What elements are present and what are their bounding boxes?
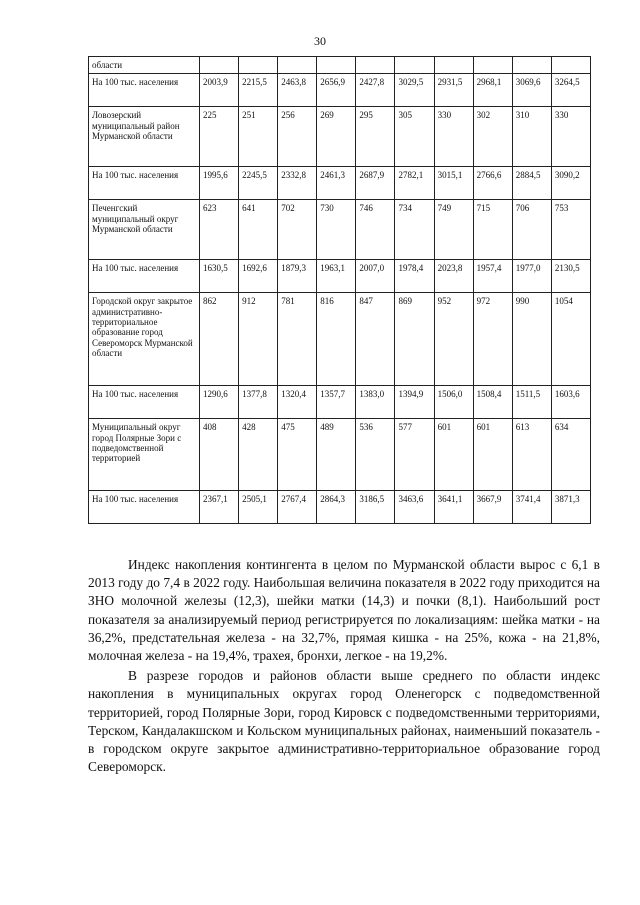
table-cell [473,57,512,74]
table-cell: 601 [473,419,512,491]
table-cell: 869 [395,293,434,386]
table-cell: 634 [551,419,590,491]
table-cell [239,57,278,74]
table-cell [512,57,551,74]
table-cell: 847 [356,293,395,386]
table-cell: 3069,6 [512,74,551,107]
table-cell: 330 [551,107,590,167]
table-row [89,419,591,491]
table-cell [395,57,434,74]
paragraph-accumulation-index: Индекс накопления контингента в целом по Мурманской области вырос с 6,1 в 2013 году до 7,4 в 2022 году. Наибольшая величина показателя в 2022 году приходится на ЗНО молочной железы (12,3), шейки матки (14,3) и почки (8,1). Наибольший рост показателя за анализируемый период регистрируется по локализациям: шейка матки - на 36,2%, предстательная железа - на 32,7%, прямая кишка - на 25%, кожа - на 21,8%, молочная железа - на 19,4%, трахея, бронхи, легкое - на 19,2%. [88,557,600,664]
table-cell: 2782,1 [395,167,434,200]
table-cell: 2023,8 [434,260,473,293]
table-cell: 1630,5 [200,260,239,293]
table-row [89,293,591,386]
table-row [89,107,591,167]
table-cell [434,57,473,74]
table-cell: 749 [434,200,473,260]
table-cell: 269 [317,107,356,167]
table-cell: 251 [239,107,278,167]
table-cell: 1383,0 [356,386,395,419]
row-label: На 100 тыс. населения [89,167,200,200]
body-text [88,556,600,776]
table-cell: 256 [278,107,317,167]
table-cell: 613 [512,419,551,491]
table-cell: 3015,1 [434,167,473,200]
table-cell: 601 [434,419,473,491]
table-cell: 2687,9 [356,167,395,200]
table-cell: 912 [239,293,278,386]
table-row [89,74,591,107]
table-cell: 1879,3 [278,260,317,293]
row-label: Муниципальный округ город Полярные Зори с подведомственной территорией [89,419,200,491]
table-row [89,200,591,260]
table-cell: 3029,5 [395,74,434,107]
table-cell: 2427,8 [356,74,395,107]
table-cell: 816 [317,293,356,386]
table-cell: 2766,6 [473,167,512,200]
table-cell: 3463,6 [395,491,434,524]
table-cell: 2656,9 [317,74,356,107]
table-cell: 3641,1 [434,491,473,524]
table-cell: 3090,2 [551,167,590,200]
table-cell: 1054 [551,293,590,386]
table-cell: 1603,6 [551,386,590,419]
row-label: Городской округ закрытое административно-территориальное образование город Североморск Мурманской области [89,293,200,386]
table-cell [200,57,239,74]
table-cell: 2931,5 [434,74,473,107]
table-cell: 990 [512,293,551,386]
table-row [89,57,591,74]
table-cell: 1957,4 [473,260,512,293]
table-cell: 2505,1 [239,491,278,524]
table-cell: 746 [356,200,395,260]
table-cell: 706 [512,200,551,260]
table-cell: 310 [512,107,551,167]
table-cell: 1692,6 [239,260,278,293]
table-cell: 2007,0 [356,260,395,293]
statistics-table-body [89,57,591,524]
table-cell: 2003,9 [200,74,239,107]
row-label: Печенгский муниципальный округ Мурманской области [89,200,200,260]
table-cell: 1508,4 [473,386,512,419]
table-cell: 3741,4 [512,491,551,524]
table-cell: 623 [200,200,239,260]
table-cell: 1963,1 [317,260,356,293]
table-cell: 330 [434,107,473,167]
table-cell: 2332,8 [278,167,317,200]
page-number: 30 [314,34,326,48]
table-cell: 972 [473,293,512,386]
table-cell: 489 [317,419,356,491]
table-cell: 3667,9 [473,491,512,524]
table-row [89,167,591,200]
table-row [89,386,591,419]
table-cell: 1290,6 [200,386,239,419]
table-cell: 1320,4 [278,386,317,419]
table-cell: 952 [434,293,473,386]
table-cell: 2461,3 [317,167,356,200]
table-cell: 408 [200,419,239,491]
table-cell [356,57,395,74]
table-cell: 1357,7 [317,386,356,419]
row-label: На 100 тыс. населения [89,491,200,524]
table-cell: 2884,5 [512,167,551,200]
row-label: области [89,57,200,74]
table-cell: 1377,8 [239,386,278,419]
table-cell: 1506,0 [434,386,473,419]
table-cell [278,57,317,74]
table-cell: 1978,4 [395,260,434,293]
table-cell: 475 [278,419,317,491]
paragraph-regional-breakdown: В разрезе городов и районов области выше среднего по области индекс накопления в муниципальных округах город Оленегорск с подведомственной территорией, город Полярные Зори, город Кировск с подведомственными территориями, Терском, Кандалакшском и Кольском муниципальных районах, наименьший показатель - в городском округе закрытое административно-территориальное образование город Североморск. [88,668,600,775]
table-cell: 2767,4 [278,491,317,524]
table-cell: 305 [395,107,434,167]
table-cell: 1995,6 [200,167,239,200]
table-row [89,491,591,524]
table-cell: 2245,5 [239,167,278,200]
table-cell: 2463,8 [278,74,317,107]
table-cell: 702 [278,200,317,260]
table-cell: 225 [200,107,239,167]
table-cell: 428 [239,419,278,491]
table-cell: 641 [239,200,278,260]
row-label: Ловозерский муниципальный район Мурманской области [89,107,200,167]
table-cell: 536 [356,419,395,491]
row-label: На 100 тыс. населения [89,386,200,419]
table-cell: 2968,1 [473,74,512,107]
table-cell: 3871,3 [551,491,590,524]
table-cell [317,57,356,74]
table-cell: 715 [473,200,512,260]
table-cell: 753 [551,200,590,260]
table-cell: 3186,5 [356,491,395,524]
table-cell: 730 [317,200,356,260]
table-cell: 1511,5 [512,386,551,419]
table-cell [551,57,590,74]
table-cell: 2130,5 [551,260,590,293]
table-cell: 295 [356,107,395,167]
statistics-table [88,56,591,524]
row-label: На 100 тыс. населения [89,74,200,107]
table-cell: 2864,3 [317,491,356,524]
table-cell: 862 [200,293,239,386]
row-label: На 100 тыс. населения [89,260,200,293]
table-row [89,260,591,293]
table-cell: 1394,9 [395,386,434,419]
table-cell: 302 [473,107,512,167]
table-cell: 781 [278,293,317,386]
table-cell: 3264,5 [551,74,590,107]
table-cell: 2367,1 [200,491,239,524]
table-cell: 577 [395,419,434,491]
table-cell: 2215,5 [239,74,278,107]
table-cell: 734 [395,200,434,260]
table-cell: 1977,0 [512,260,551,293]
